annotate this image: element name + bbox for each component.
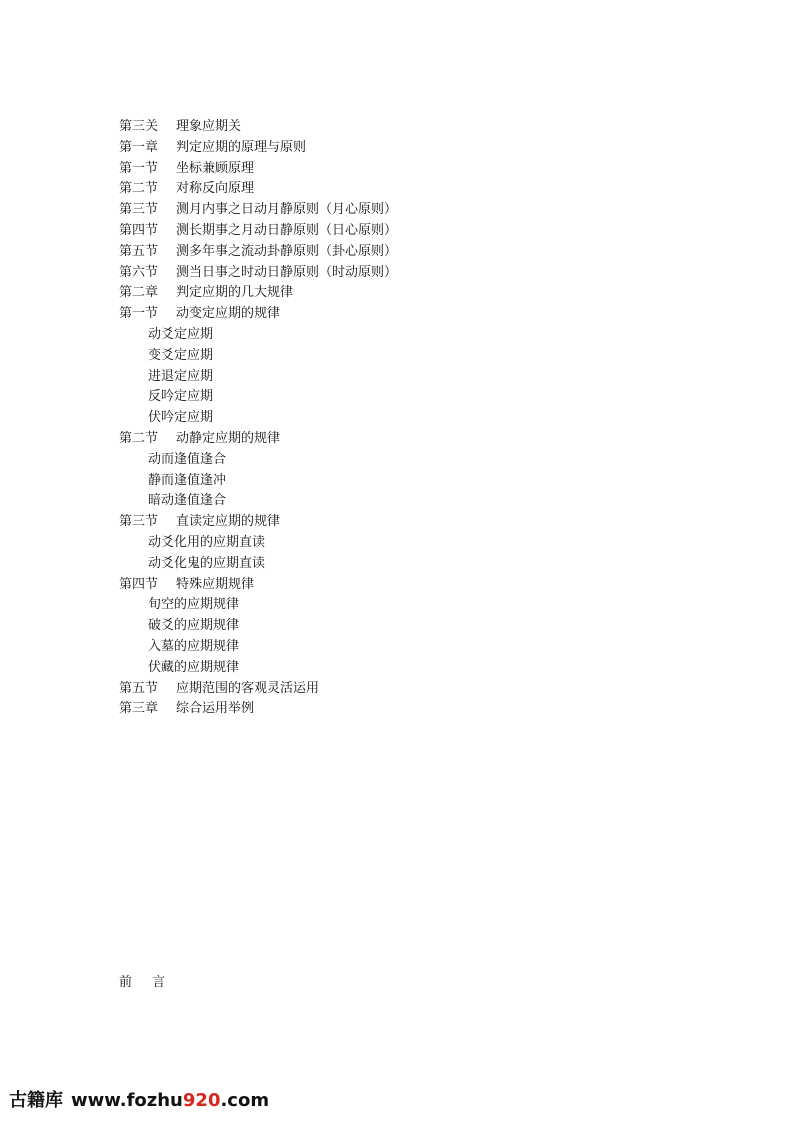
toc-entry-label: 第六节 bbox=[119, 264, 159, 280]
toc-entry-title: 测月内事之日动月静原则（月心原则） bbox=[176, 202, 398, 218]
toc-entry-label: 第二节 bbox=[119, 181, 159, 197]
toc-entry-label: 第一节 bbox=[119, 306, 159, 322]
toc-entry bbox=[119, 637, 397, 658]
toc-entry-title: 特殊应期规律 bbox=[176, 576, 255, 592]
toc-entry bbox=[119, 304, 397, 325]
toc-entry-title: 动而逢值逢合 bbox=[148, 451, 227, 467]
toc-entry bbox=[119, 346, 397, 367]
toc-entry bbox=[119, 283, 397, 304]
toc-entry-title: 理象应期关 bbox=[176, 119, 242, 134]
toc-entry-label: 第三节 bbox=[119, 202, 159, 218]
watermark-url-suffix: .com bbox=[220, 1090, 270, 1111]
toc-entry bbox=[119, 616, 397, 637]
table-of-contents bbox=[119, 117, 397, 720]
toc-entry-label: 第三节 bbox=[119, 514, 159, 530]
watermark-url-prefix: www.fozhu bbox=[71, 1090, 183, 1111]
toc-entry-title: 破爻的应期规律 bbox=[148, 618, 240, 634]
toc-entry-title: 进退定应期 bbox=[148, 368, 214, 384]
toc-entry bbox=[119, 679, 397, 700]
toc-entry bbox=[119, 200, 397, 221]
toc-entry-title: 静而逢值逢冲 bbox=[148, 472, 227, 488]
toc-entry-title: 旬空的应期规律 bbox=[148, 597, 240, 613]
toc-entry-title: 应期范围的客观灵活运用 bbox=[176, 680, 320, 696]
toc-entry-label: 第三章 bbox=[119, 701, 159, 717]
toc-entry-title: 直读定应期的规律 bbox=[176, 514, 281, 530]
toc-entry-title: 变爻定应期 bbox=[148, 347, 214, 363]
toc-entry bbox=[119, 450, 397, 471]
site-watermark bbox=[9, 1088, 269, 1114]
toc-entry-title: 测长期事之月动日静原则（日心原则） bbox=[176, 222, 398, 238]
toc-entry bbox=[119, 138, 397, 159]
toc-entry bbox=[119, 554, 397, 575]
toc-entry bbox=[119, 179, 397, 200]
toc-entry-title: 伏吟定应期 bbox=[148, 410, 214, 426]
toc-entry bbox=[119, 159, 397, 180]
toc-entry-title: 动爻化鬼的应期直读 bbox=[148, 555, 266, 571]
watermark-url-number: 920 bbox=[182, 1090, 221, 1111]
toc-entry bbox=[119, 263, 397, 284]
toc-entry-label: 第四节 bbox=[119, 222, 159, 238]
toc-entry bbox=[119, 699, 397, 720]
toc-entry-title: 动变定应期的规律 bbox=[176, 306, 281, 322]
toc-entry bbox=[119, 367, 397, 388]
toc-entry-title: 判定应期的原理与原则 bbox=[176, 139, 307, 155]
toc-entry bbox=[119, 387, 397, 408]
preface-heading: 前 言 bbox=[119, 975, 174, 990]
watermark-site-name: 古籍库 bbox=[9, 1090, 63, 1111]
toc-entry-label: 第一章 bbox=[119, 139, 159, 155]
toc-entry bbox=[119, 512, 397, 533]
toc-entry-title: 反吟定应期 bbox=[148, 389, 214, 405]
toc-entry-title: 坐标兼顾原理 bbox=[176, 160, 255, 176]
toc-entry-title: 综合运用举例 bbox=[176, 701, 255, 717]
toc-entry bbox=[119, 658, 397, 679]
toc-entry bbox=[119, 595, 397, 616]
toc-entry bbox=[119, 491, 397, 512]
toc-entry-label: 第二章 bbox=[119, 285, 159, 301]
toc-entry-title: 测当日事之时动日静原则（时动原则） bbox=[176, 264, 398, 280]
toc-entry bbox=[119, 221, 397, 242]
toc-entry-title: 对称反向原理 bbox=[176, 181, 255, 197]
toc-entry bbox=[119, 429, 397, 450]
toc-entry-label: 第三关 bbox=[119, 119, 159, 134]
toc-entry-title: 动爻定应期 bbox=[148, 326, 214, 342]
toc-entry-title: 入墓的应期规律 bbox=[148, 638, 240, 654]
toc-entry-label: 第五节 bbox=[119, 243, 159, 259]
toc-entry-label: 第二节 bbox=[119, 430, 159, 446]
watermark-url bbox=[71, 1088, 269, 1114]
toc-entry-title: 动爻化用的应期直读 bbox=[148, 534, 266, 550]
toc-entry-label: 第四节 bbox=[119, 576, 159, 592]
toc-entry-title: 暗动逢值逢合 bbox=[148, 493, 227, 509]
toc-entry-label: 第一节 bbox=[119, 160, 159, 176]
toc-entry bbox=[119, 533, 397, 554]
toc-entry bbox=[119, 575, 397, 596]
toc-entry bbox=[119, 325, 397, 346]
toc-entry-title: 判定应期的几大规律 bbox=[176, 285, 294, 301]
toc-entry bbox=[119, 471, 397, 492]
toc-entry bbox=[119, 117, 397, 138]
toc-entry-label: 第五节 bbox=[119, 680, 159, 696]
toc-entry-title: 动静定应期的规律 bbox=[176, 430, 281, 446]
toc-entry-title: 测多年事之流动卦静原则（卦心原则） bbox=[176, 243, 398, 259]
toc-entry-title: 伏藏的应期规律 bbox=[148, 659, 240, 675]
toc-entry bbox=[119, 242, 397, 263]
toc-entry bbox=[119, 408, 397, 429]
